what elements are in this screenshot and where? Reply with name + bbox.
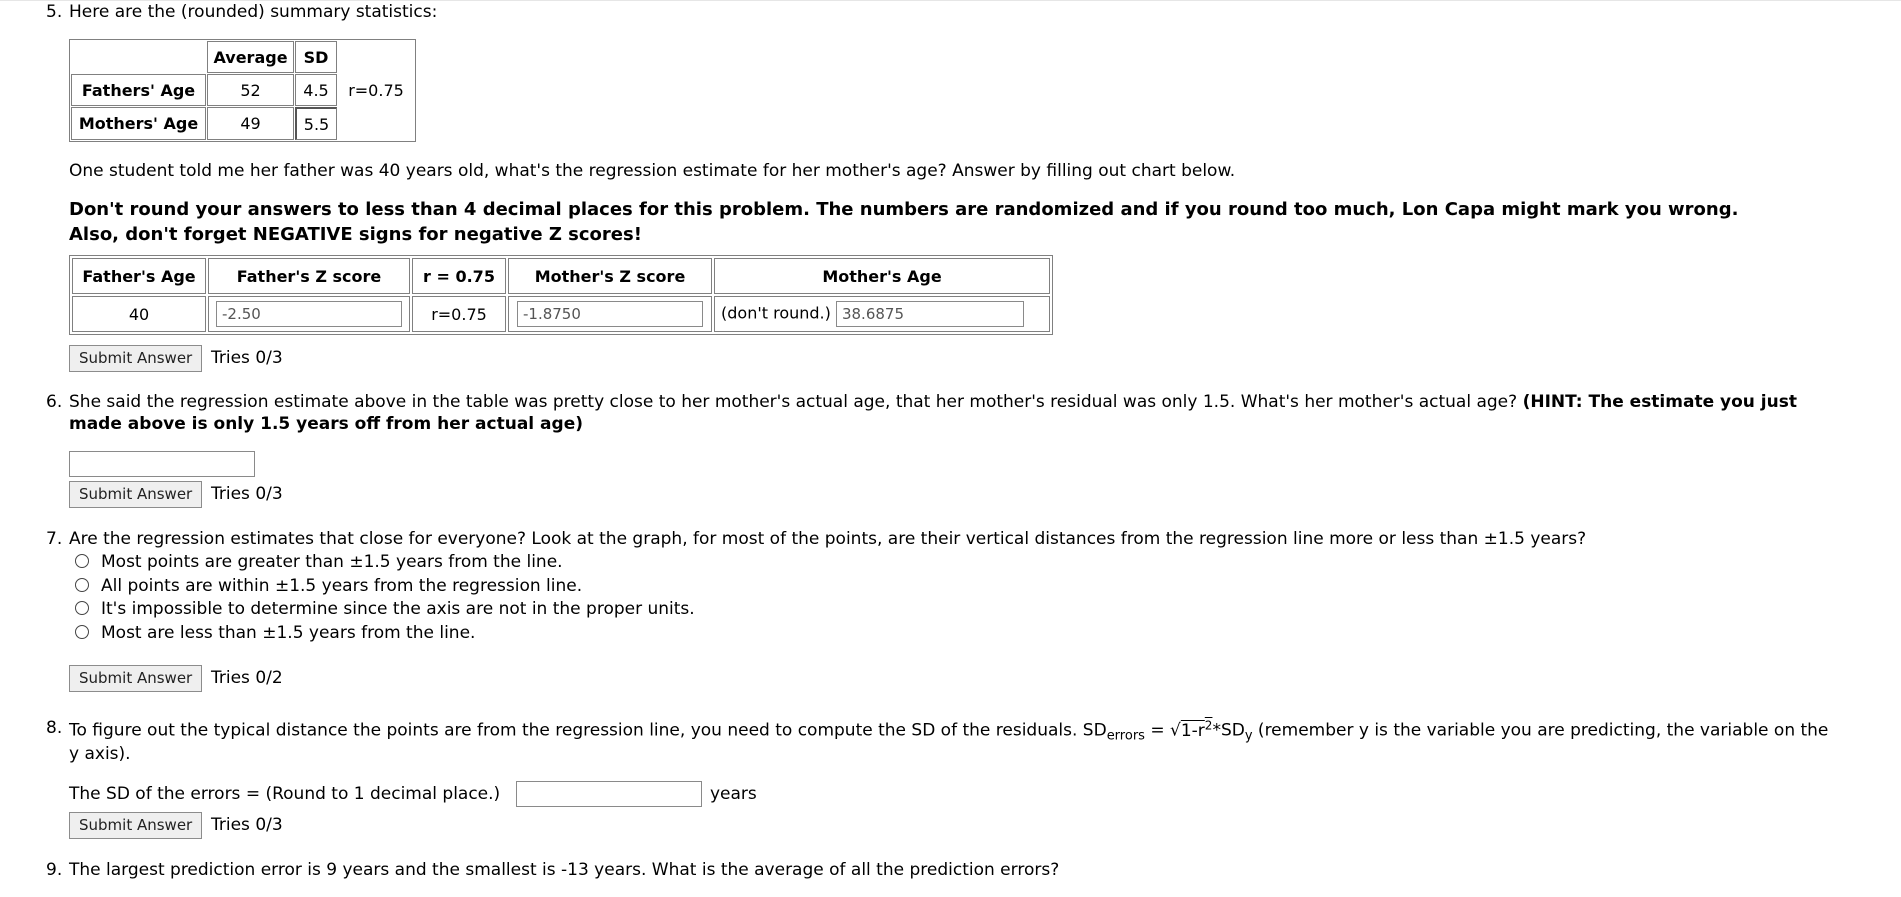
- q8-text: [69, 718, 1828, 744]
- stats-r-value: r=0.75: [348, 80, 404, 100]
- q7-submit-button[interactable]: Submit Answer: [69, 665, 202, 692]
- q8-sd-errors-input[interactable]: [516, 781, 702, 807]
- q8-number: 8.: [46, 718, 63, 738]
- q5-warning-line1: Don't round your answers to less than 4 decimal places for this problem. The numbers are randomized and if you round too much, Lon Capa might mark you wrong.: [69, 199, 1739, 220]
- q6-number: 6.: [46, 392, 63, 412]
- q5-number: 5.: [46, 2, 63, 22]
- q8-unit: years: [710, 784, 757, 804]
- stats-corner: [71, 41, 206, 73]
- q7-option-3-label[interactable]: It's impossible to determine since the axis are not in the proper units.: [101, 599, 695, 619]
- sqrt-icon: √: [1170, 720, 1181, 741]
- q8-sub-errors: errors: [1106, 728, 1145, 744]
- q7-radio-option-1[interactable]: [75, 554, 89, 568]
- answer-header-father-age: Father's Age: [72, 258, 206, 294]
- q8-sub-y: y: [1244, 728, 1253, 744]
- q8-sqrt-body: [1180, 718, 1213, 741]
- q7-option-1-label[interactable]: Most points are greater than ±1.5 years from the line.: [101, 552, 563, 572]
- q6-text: [69, 392, 1797, 412]
- q8-text-a: To figure out the typical distance the points are from the regression line, you need to compute the SD of the residuals. SD: [69, 720, 1107, 741]
- stats-fathers-sd: 4.5: [295, 74, 337, 106]
- regression-answer-table: [69, 255, 1053, 335]
- dont-round-label: (don't round.): [721, 303, 831, 323]
- q7-radio-option-2[interactable]: [75, 578, 89, 592]
- q8-label: The SD of the errors = (Round to 1 decimal place.): [69, 784, 501, 804]
- q7-text: Are the regression estimates that close for everyone? Look at the graph, for most of the points, are their vertical distances from the regression line more or less than ±1.5 years?: [69, 529, 1587, 549]
- answer-header-mother-age: Mother's Age: [714, 258, 1050, 294]
- q7-tries: Tries 0/2: [211, 668, 283, 688]
- q5-warning-line2: Also, don't forget NEGATIVE signs for negative Z scores!: [69, 224, 642, 245]
- q6-text-plain: She said the regression estimate above in the table was pretty close to her mother's actual age, that her mother's residual was only 1.5. What's her mother's actual age?: [69, 392, 1518, 412]
- answer-r-value: r=0.75: [412, 296, 506, 332]
- q6-hint-end: made above is only 1.5 years off from her actual age): [69, 414, 583, 434]
- answer-father-age-value: 40: [72, 296, 206, 332]
- q5-submit-button[interactable]: Submit Answer: [69, 345, 202, 372]
- answer-header-mother-z: Mother's Z score: [508, 258, 712, 294]
- top-divider: [0, 0, 1901, 1]
- q6-answer-input[interactable]: [69, 451, 255, 477]
- stats-row-mothers-label: Mothers' Age: [71, 107, 206, 140]
- summary-stats-table: [69, 39, 416, 142]
- q8-times-sd: *SD: [1212, 720, 1245, 741]
- stats-fathers-average: 52: [207, 74, 294, 106]
- q9-text: The largest prediction error is 9 years and the smallest is -13 years. What is the average of all the prediction errors?: [69, 860, 1060, 880]
- q6-hint-start: (HINT: The estimate you just: [1522, 392, 1797, 412]
- q8-sup-2: 2: [1204, 718, 1213, 732]
- q7-option-4-label[interactable]: Most are less than ±1.5 years from the line.: [101, 623, 476, 643]
- mother-z-input[interactable]: -1.8750: [517, 301, 703, 327]
- stats-mothers-sd: 5.5: [295, 107, 337, 140]
- q8-sqrt-base: 1-r: [1180, 720, 1205, 741]
- q8-text-b: (remember y is the variable you are predicting, the variable on the: [1252, 720, 1829, 741]
- stats-blank-top: [338, 41, 414, 73]
- q8-equals: =: [1144, 720, 1170, 741]
- q5-question: One student told me her father was 40 years old, what's the regression estimate for her mother's age? Answer by filling out chart below.: [69, 161, 1236, 181]
- q7-radio-option-3[interactable]: [75, 601, 89, 615]
- q6-tries: Tries 0/3: [211, 484, 283, 504]
- stats-row-fathers-label: Fathers' Age: [71, 74, 206, 106]
- father-z-input[interactable]: -2.50: [216, 301, 402, 327]
- mother-age-input[interactable]: 38.6875: [836, 301, 1024, 327]
- answer-header-r: r = 0.75: [412, 258, 506, 294]
- stats-header-average: Average: [207, 41, 294, 73]
- q8-tries: Tries 0/3: [211, 815, 283, 835]
- q7-radio-option-4[interactable]: [75, 625, 89, 639]
- q9-number: 9.: [46, 860, 63, 880]
- q8-text-c: y axis).: [69, 744, 131, 764]
- answer-header-father-z: Father's Z score: [208, 258, 410, 294]
- stats-header-sd: SD: [295, 41, 337, 73]
- q8-submit-button[interactable]: Submit Answer: [69, 812, 202, 839]
- stats-mothers-average: 49: [207, 107, 294, 140]
- stats-blank-bottom: [338, 107, 414, 140]
- q7-option-2-label[interactable]: All points are within ±1.5 years from the regression line.: [101, 576, 583, 596]
- q6-submit-button[interactable]: Submit Answer: [69, 481, 202, 508]
- q7-number: 7.: [46, 529, 63, 549]
- q5-intro: Here are the (rounded) summary statistics:: [69, 2, 438, 22]
- q5-tries: Tries 0/3: [211, 348, 283, 368]
